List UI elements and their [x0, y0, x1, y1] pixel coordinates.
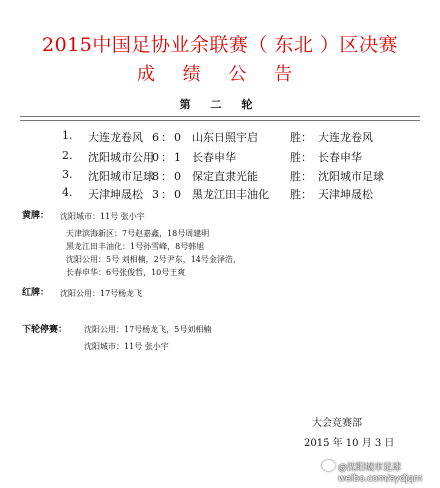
match-number: 3.	[62, 168, 73, 181]
home-team: 沈阳城市足球	[88, 170, 154, 183]
page-title: 2015中国足协业余联赛（ 东北 ）区决赛	[42, 34, 398, 56]
yellow-card-line: 黑龙江田丰油化：1号孙雪峰，8号韩旭	[66, 242, 205, 251]
match-score: 3：0	[152, 188, 183, 201]
yellow-card-label: 黄牌：	[22, 211, 50, 221]
home-team: 沈阳城市公用	[88, 151, 154, 164]
winner-team: 天津坤晟松	[318, 188, 373, 201]
watermark-handle: @沈阳城市足球	[338, 463, 402, 473]
match-score: 8：0	[152, 170, 183, 183]
match-row	[0, 149, 440, 165]
yellow-card-line: 长春申华：6号张俊哲，10号王爽	[66, 268, 186, 277]
away-team: 长春申华	[192, 151, 236, 164]
red-card-line: 沈阳公用：17号杨龙飞	[60, 289, 143, 298]
divider-top	[20, 116, 420, 117]
match-number: 1.	[62, 129, 73, 142]
winner-label: 胜：	[290, 188, 312, 201]
match-row	[0, 129, 440, 145]
match-score: 6：0	[152, 131, 183, 144]
watermark-url: weibo.com/sydjqm	[338, 474, 423, 484]
yellow-card-line: 沈阳公用：5号 刘相楠，2号尹东，14号金泽浩，	[66, 255, 241, 264]
away-team: 保定直隶光能	[192, 170, 258, 183]
weibo-icon	[322, 460, 335, 471]
match-row	[0, 186, 440, 202]
suspension-line: 沈阳城市：11号 张小宇	[84, 342, 169, 351]
away-team: 山东日照宇启	[192, 131, 258, 144]
yellow-card-line: 沈阳城市：11号 张小宇	[60, 212, 145, 221]
away-team: 黑龙江田丰油化	[192, 188, 269, 201]
match-score: 0：1	[152, 151, 183, 164]
issuer: 大会竞赛部	[312, 418, 362, 429]
match-number: 2.	[62, 149, 73, 162]
yellow-card-line: 天津滨海新区：7号赵嘉鑫，18号周建明	[66, 229, 210, 238]
red-card-label: 红牌：	[22, 288, 50, 298]
home-team: 天津坤晟松	[88, 188, 143, 201]
winner-team: 沈阳城市足球	[318, 170, 384, 183]
divider-bottom	[20, 120, 420, 121]
winner-label: 胜：	[290, 131, 312, 144]
match-number: 4.	[62, 186, 73, 199]
winner-label: 胜：	[290, 151, 312, 164]
suspension-line: 沈阳公用：17号杨龙飞，5号刘相楠	[84, 325, 212, 334]
match-row	[0, 168, 440, 184]
winner-team: 长春申华	[318, 151, 362, 164]
page-subtitle: 成 绩 公 告	[136, 64, 304, 85]
round-label: 第 二 轮	[179, 98, 261, 111]
suspension-label: 下轮停赛：	[22, 325, 68, 335]
issue-date: 2015 年 10 月 3 日	[304, 438, 395, 449]
winner-label: 胜：	[290, 170, 312, 183]
winner-team: 大连龙卷风	[318, 131, 373, 144]
home-team: 大连龙卷风	[88, 131, 143, 144]
